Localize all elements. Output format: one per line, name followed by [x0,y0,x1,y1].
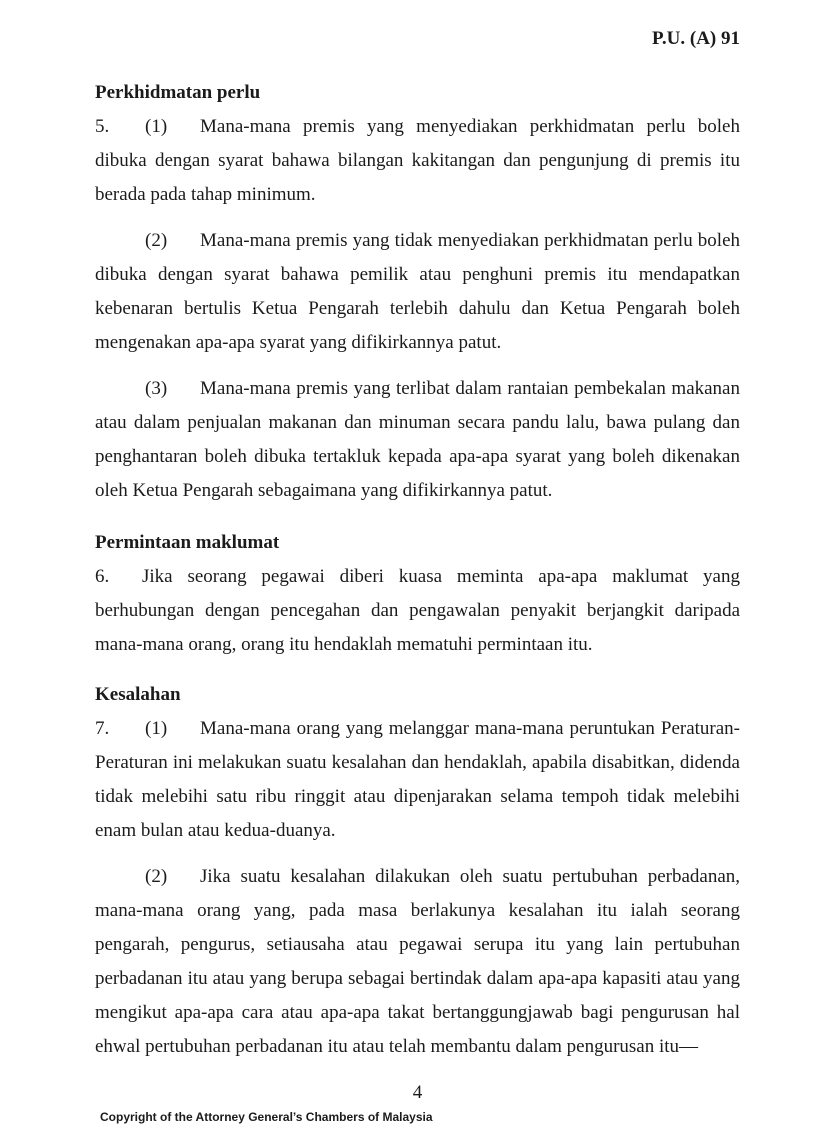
paragraph-7-2 [95,860,740,1064]
paragraph-text: Mana-mana premis yang terlibat dalam rantaian pembekalan makanan atau dalam penjualan makanan dan minuman secara pandu lalu, bawa pulang dan penghantaran boleh dibuka tertakluk kepada apa-apa syarat yang boleh dikenakan oleh Ketua Pengarah sebagaimana yang difikirkannya patut. [95,378,740,501]
paragraph-text: Mana-mana premis yang menyediakan perkhidmatan perlu boleh dibuka dengan syarat bahawa bilangan kakitangan dan pengunjung di premis itu berada pada tahap minimum. [95,116,740,205]
paragraph-number: 5. [95,116,110,137]
paragraph-number: 6. [95,566,110,587]
paragraph-text: Mana-mana orang yang melanggar mana-mana peruntukan Peraturan-Peraturan ini melakukan suatu kesalahan dan hendaklah, apabila disabitkan, didenda tidak melebihi satu ribu ringgit atau dipenjarakan selama tempoh tidak melebihi enam bulan atau kedua-duanya. [95,718,740,841]
paragraph-7-1 [95,712,740,848]
document-reference: P.U. (A) 91 [652,28,740,49]
paragraph-number: 7. [95,718,110,739]
paragraph-text: Jika seorang pegawai diberi kuasa meminta apa-apa maklumat yang berhubungan dengan pencegahan dan pengawalan penyakit berjangkit daripada mana-mana orang, orang itu hendaklah mematuhi permintaan itu. [95,566,740,655]
section-heading-kesalahan: Kesalahan [95,684,181,705]
paragraph-subnumber: (2) [145,866,168,887]
paragraph-text: Mana-mana premis yang tidak menyediakan perkhidmatan perlu boleh dibuka dengan syarat bahawa pemilik atau penghuni premis itu mendapatkan kebenaran bertulis Ketua Pengarah terlebih dahulu dan Ketua Pengarah boleh mengenakan apa-apa syarat yang difikirkannya patut. [95,230,740,353]
paragraph-5-3 [95,372,740,508]
paragraph-text: Jika suatu kesalahan dilakukan oleh suatu pertubuhan perbadanan, mana-mana orang yang, pada masa berlakunya kesalahan itu ialah seorang pengarah, pengurus, setiausaha atau pegawai serupa itu yang lain pertubuhan perbadanan itu atau yang berupa sebagai bertindak dalam apa-apa kapasiti atau yang mengikut apa-apa cara atau apa-apa takat bertanggungjawab bagi pengurusan hal ehwal pertubuhan perbadanan itu atau telah membantu dalam pengurusan itu— [95,866,740,1057]
paragraph-subnumber: (1) [145,718,168,739]
page-number: 4 [412,1082,423,1103]
paragraph-5-2 [95,224,740,360]
paragraph-5-1 [95,110,740,212]
paragraph-subnumber: (2) [145,230,168,251]
paragraph-subnumber: (1) [145,116,168,137]
paragraph-6 [95,560,740,662]
section-heading-permintaan-maklumat: Permintaan maklumat [95,532,280,553]
paragraph-subnumber: (3) [145,378,168,399]
page-footer [95,1076,740,1124]
copyright-notice: Copyright of the Attorney General’s Chambers of Malaysia [100,1110,433,1124]
section-heading-perkhidmatan-perlu: Perkhidmatan perlu [95,82,261,103]
